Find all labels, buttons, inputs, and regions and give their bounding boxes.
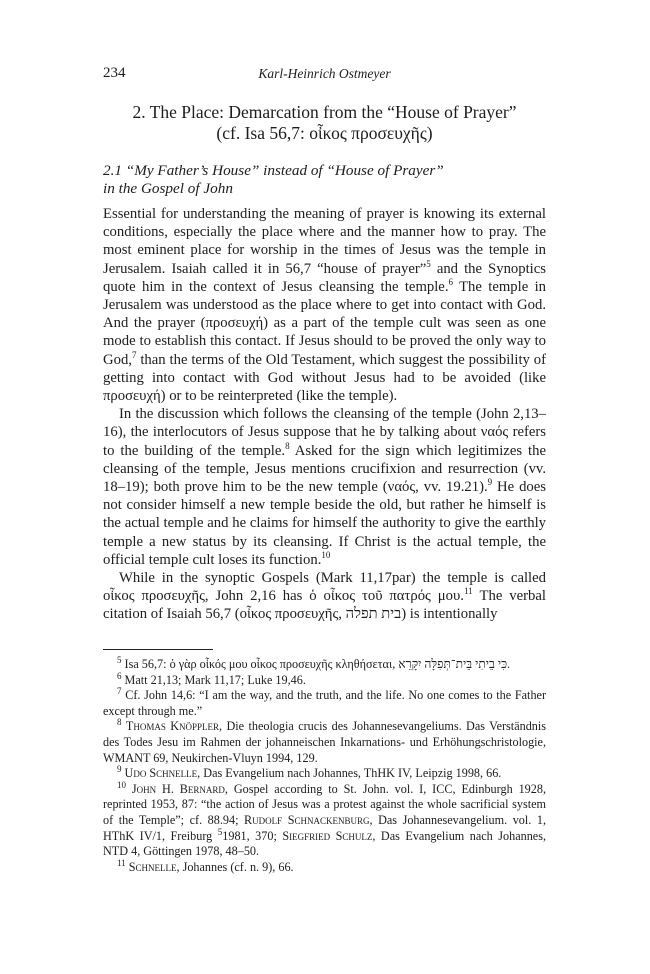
chapter-title [103, 102, 546, 144]
text-run: , Die theologia crucis des Johannesevangeliums. Das Verständnis des Todes Jesu im Rahmen der johanneischen Inkarnations- und Erhöhungschristologie, WMANT 69, Neukirchen-Vluyn 1994, 129. [103, 719, 547, 765]
footnotes [103, 654, 547, 875]
section-heading-line-2: in the Gospel of John [103, 180, 233, 197]
footnote-marker: 7 [131, 349, 137, 360]
footnote-marker: 10 [321, 549, 331, 560]
author-name: John H. Bernard [131, 781, 225, 796]
body-text [103, 205, 546, 624]
footnote [103, 857, 546, 876]
text-run: , Das Johannesevangelium. vol. 1, HThK IV/1, Freiburg [103, 812, 547, 843]
text-run: , Das Evangelium nach Johannes, NTD 4, Göttingen 1978, 48–50. [103, 828, 546, 859]
text-run: Essential for understanding the meaning of prayer is knowing its external conditions, especially the place where and the manner how to pray. The most eminent place for worship in the times of Jesus was the temple in Jerusalem. Isaiah called it in 56,7 “house of prayer” [103, 206, 546, 277]
text-run: , Johannes (cf. n. 9), 66. [176, 859, 294, 874]
footnote-marker: 5 [217, 826, 223, 837]
footnote [103, 766, 546, 782]
body-paragraph [103, 205, 546, 405]
footnote-marker: 5 [426, 258, 431, 269]
text-run: Matt 21,13; Mark 11,17; Luke 19,46. [121, 672, 306, 687]
footnote-rule [103, 649, 213, 650]
footnote-marker: 6 [448, 276, 453, 287]
text-run: He does not consider himself a new temple beside the old, but rather he himself is the actual temple and he claims for himself the authority to give the earthly temple a new status by its cleansing. If Christ is the actual temple, the official temple cult loses its function. [103, 479, 546, 568]
footnote-marker: 9 [117, 764, 122, 775]
footnote [103, 654, 546, 673]
text-run: While in the synoptic Gospels (Mark 11,17par) the temple is called οἶκος προσευχῆς, John 2,16 has ὁ οἶκος τοῦ πατρός μου. [103, 570, 546, 605]
text-run: Cf. John 14,6: “I am the way, and the truth, and the life. No one comes to the Father except through me.” [103, 688, 546, 718]
section-heading [103, 162, 546, 198]
text-run: , Das Evangelium nach Johannes, ThHK IV, Leipzig 1998, 66. [197, 766, 502, 781]
footnote [103, 688, 546, 719]
footnote-marker: 8 [285, 440, 290, 451]
text-run: In the discussion which follows the cleansing of the temple (John 2,13–16), the interlocutors of Jesus suppose that he by talking about ναός refers to the building of the temple. [103, 406, 546, 459]
footnote-marker: 5 [117, 654, 122, 665]
text-run: The temple in Jerusalem was understood as the place where to get into contact with God. And the prayer (προσευχή) as a part of the temple cult was seen as one mode to establish this contact. If Jesus should to be proved the only way to God, [103, 278, 546, 368]
text-run: , Gospel according to St. John. vol. I, ICC, Edinburgh 1928, reprinted 1953, 87: “the action of Jesus was a protest against the whole sacrificial system of the Temple”; cf. 88.94; [103, 781, 546, 827]
text-run: 1981, 370; [222, 828, 283, 843]
footnote-marker: 9 [487, 477, 493, 488]
author-name: Siegfried Schulz [282, 828, 373, 843]
body-paragraph [103, 569, 546, 624]
author-name: Thomas Knöppler [125, 719, 220, 734]
footnote [103, 670, 546, 689]
footnote [103, 719, 546, 766]
section-heading-line-1: 2.1 “My Father’s House” instead of “House of Prayer” [103, 162, 444, 179]
footnote-marker: 11 [117, 857, 126, 868]
text-run: The verbal citation of Isaiah 56,7 (οἶκος προσευχῆς, בית תפלה) is intentionally [103, 588, 546, 623]
author-name: Rudolf Schnackenburg [244, 812, 370, 827]
footnote [103, 779, 547, 860]
footnote-marker: 6 [117, 670, 122, 681]
text-run: and the Synoptics quote him in the context of Jesus cleansing the temple. [103, 260, 547, 295]
author-name: Udo Schnelle [124, 766, 198, 781]
page-number: 234 [103, 65, 126, 81]
text-run: than the terms of the Old Testament, which suggest the possibility of getting into contact with God without Jesus had to be avoided (like προσευχή) or to be reinterpreted (like the temple). [103, 351, 546, 405]
text-run: Isa 56,7: ὁ γὰρ οἶκός μου οἶκος προσευχῆς κληθήσεται, כִּי בֵיתִי בֵּית־תְּפִלָּה יִקָּרֵא. [121, 657, 511, 671]
chapter-title-line-2: (cf. Isa 56,7: οἶκος προσευχῆς) [216, 123, 433, 143]
running-head: Karl-Heinrich Ostmeyer [258, 66, 391, 81]
footnote-marker: 10 [117, 779, 126, 790]
footnote-marker: 8 [117, 717, 122, 728]
author-name: Schnelle [128, 859, 177, 874]
page-header [103, 65, 546, 85]
body-paragraph [103, 405, 546, 569]
chapter-title-line-1: 2. The Place: Demarcation from the “House of Prayer” [132, 102, 517, 122]
footnote-marker: 7 [117, 686, 122, 697]
text-run: Asked for the sign which legitimizes the cleansing of the temple, Jesus mentions crucifixion and resurrection (vv. 18–19); both prove him to be the new temple (ναός, vv. 19.21). [103, 442, 546, 496]
footnote-marker: 11 [463, 586, 473, 597]
